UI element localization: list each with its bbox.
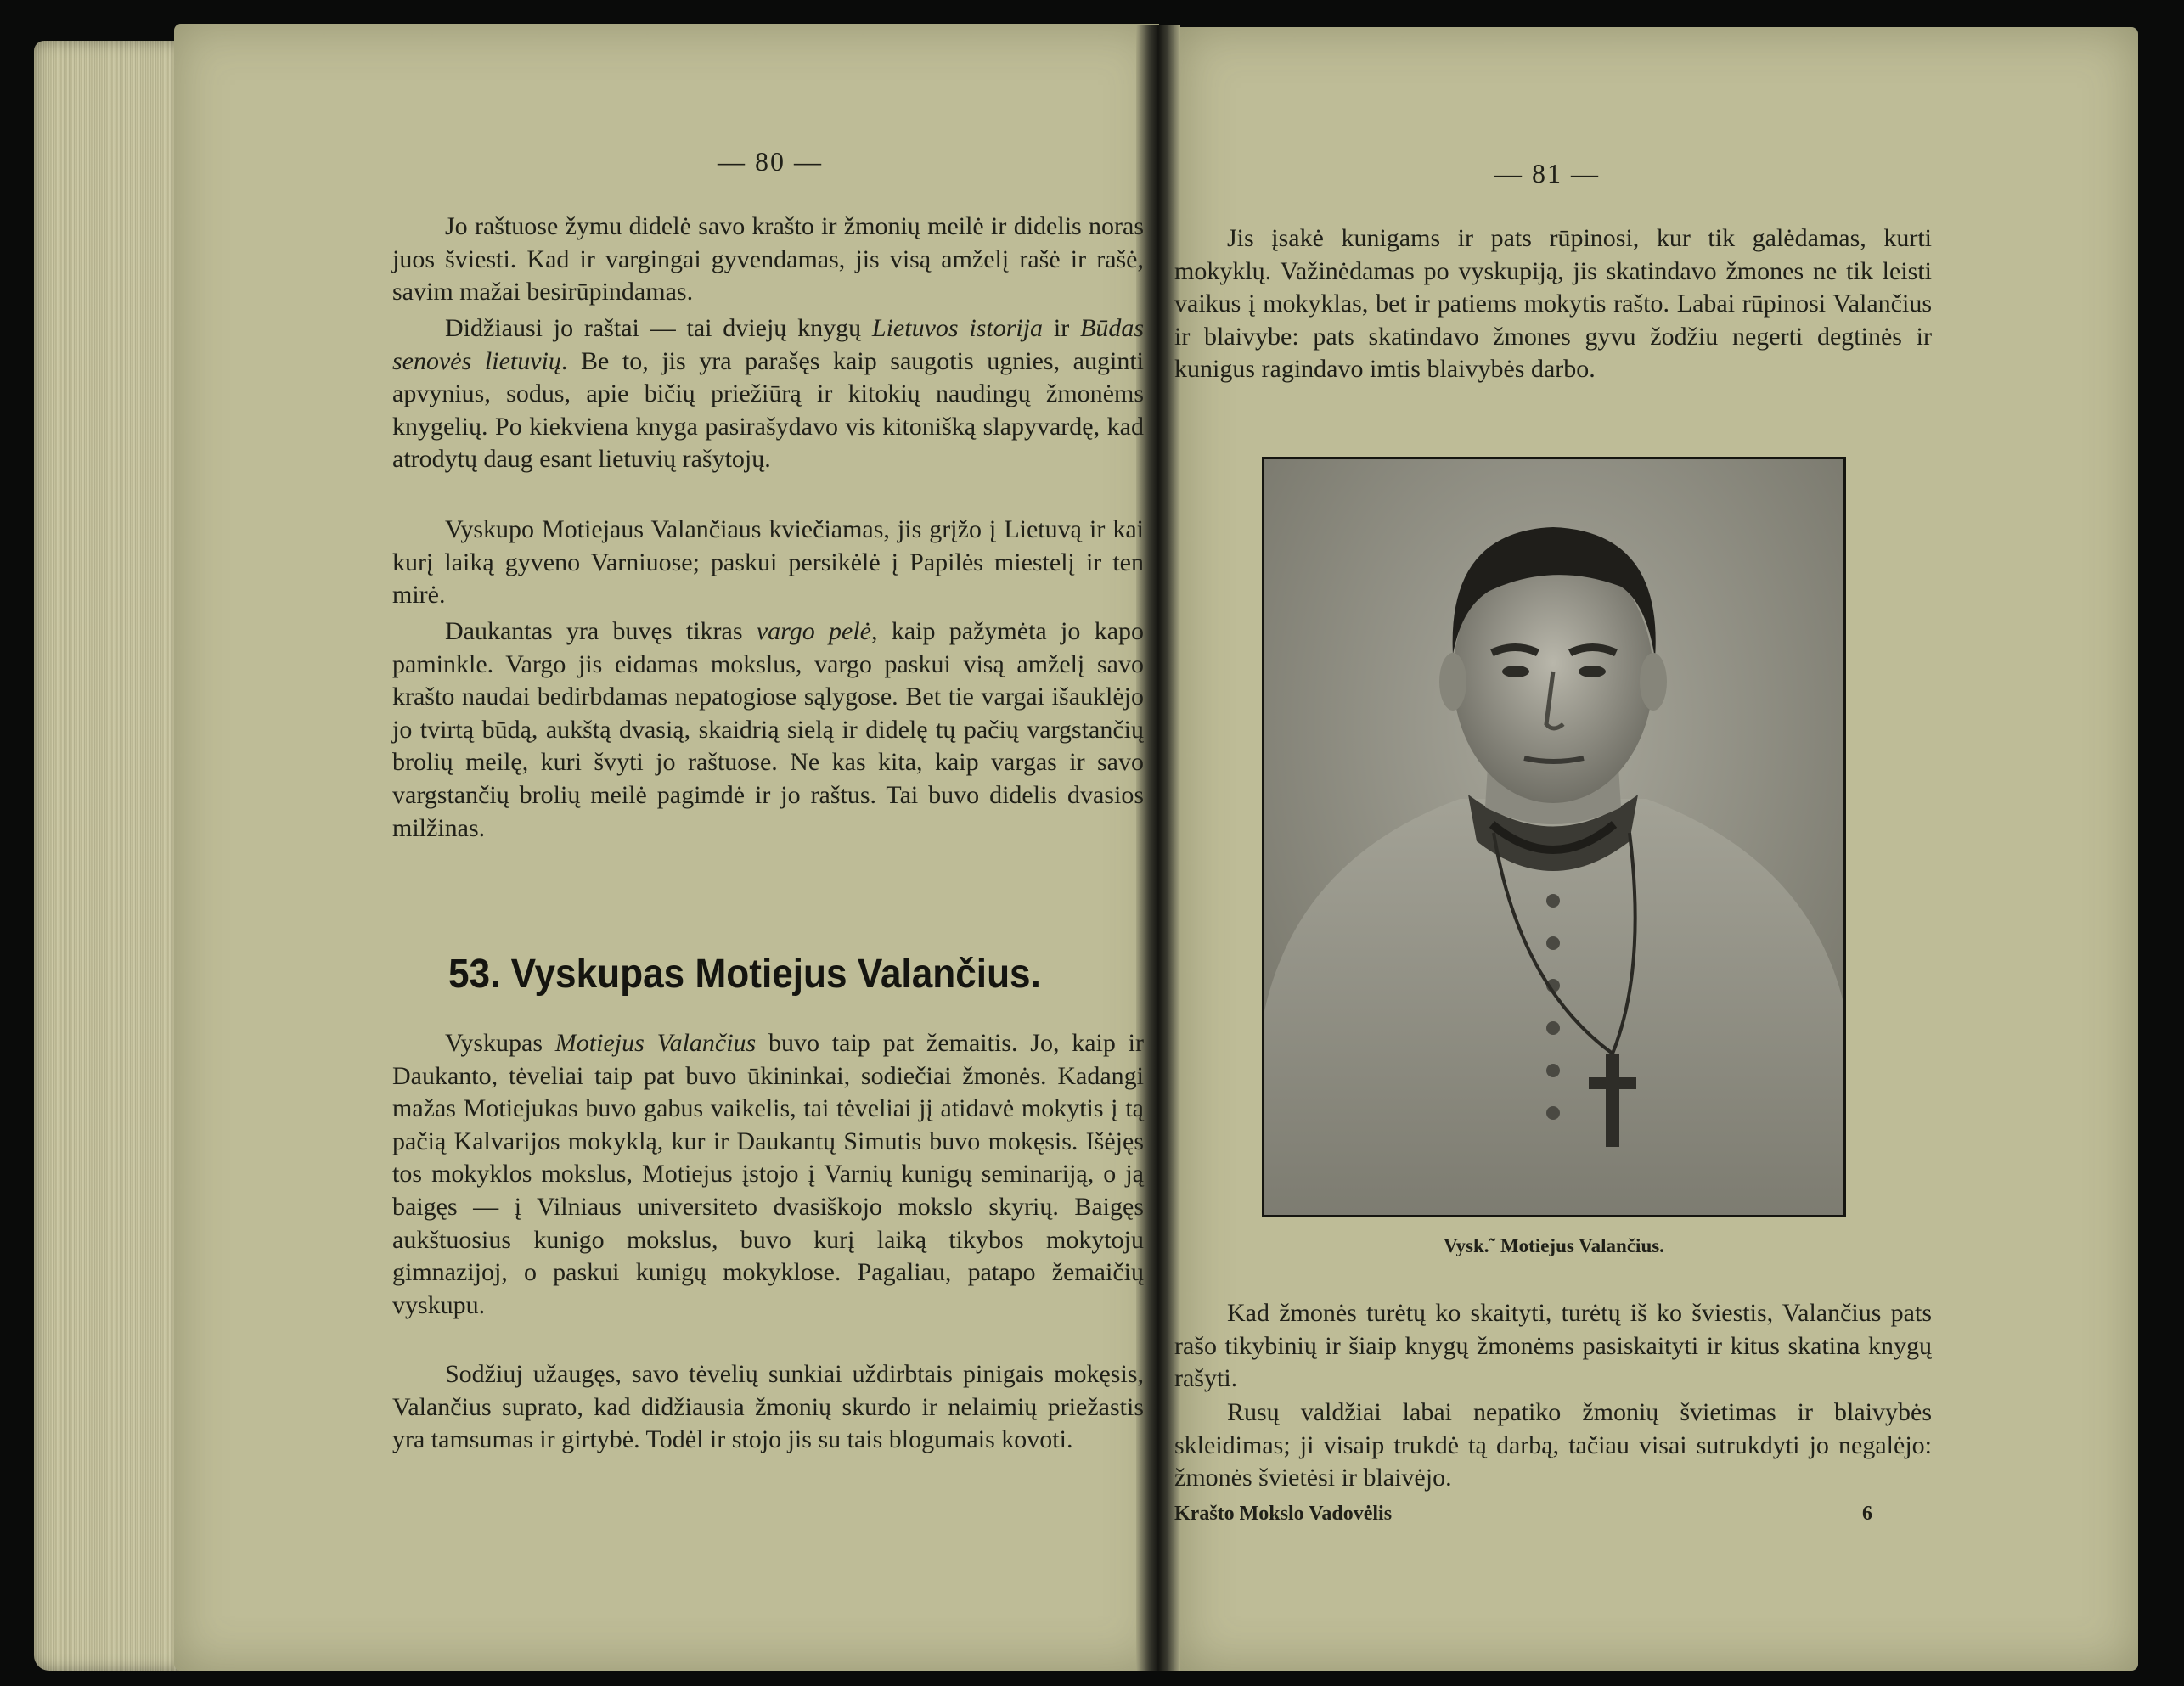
left-paragraph-3: Vyskupo Motiejaus Valančiaus kviečiamas, jis grįžo į Lietuvą ir kai kurį laiką gyveno Varniuose; paskui persikėlė į Papilės miestelį ir ten mirė. (392, 515, 1144, 610)
bishop-portrait (1262, 457, 1846, 1217)
page-footer (1174, 1503, 1872, 1526)
right-paragraph-1: Jis įsakė kunigams ir pats rūpinosi, kur tik galėdamas, kurti mokyklų. Važinėdamas po vyskupiją, jis skatindavo žmones ne tik leisti vaikus į mokyklas, bet ir patiems mokytis rašto. Labai rūpinosi Valančius ir blaivybe: pats skatindavo žmones gyvu žodžiu negerti degtinės ir kunigus ragindavo imtis blaivybės darbo. (1174, 224, 1932, 384)
paragraph-text: Vyskupas (445, 1029, 555, 1057)
paragraph-text: . Be to, jis yra parašęs kaip saugotis ugnies, auginti apvynius, sodus, apie bičių priežiūrą ir kitokių naudingų žmonėms knygelių. Po kiekviena knyga pasirašydavo vis kitonišką slapyvardę, kad atrodytų daug esant lietuvių rašytojų. (392, 346, 1144, 474)
left-paragraph-1: Jo raštuose žymu didelė savo krašto ir žmonių meilė ir didelis noras juos šviesti. Kad ir vargingai gyvendamas, jis visą amželį rašė ir rašė, savim mažai besirūpindamas. (392, 212, 1144, 306)
left-paragraph-6: Sodžiuj užaugęs, savo tėvelių sunkiai uždirbtais pinigais mokęsis, Valančius suprato, kad didžiausia žmonių skurdo ir nelaimių priežastis yra tamsumas ir girtybė. Todėl ir stojo jis su tais blogumais kovoti. (392, 1360, 1144, 1454)
paragraph-text: , kaip pažymėta jo kapo paminkle. Vargo jis eidamas mokslus, vargo paskui visą amželį savo krašto naudai bedirbdamas nepatogiose sąlygose. Bet tie vargai išauklėjo jo tvirtą būdą, aukštą dvasią, skaidrią sielą ir didelę tų pačių vargstančių brolių meilę, kuri švyti jo raštuose. Ne kas kita, kaip vargas ir savo vargstančių brolių meilė pagimdė ir jo raštus. Tai buvo didelis dvasios milžinas. (392, 617, 1145, 842)
left-paragraph-2 (392, 312, 1144, 476)
portrait-illustration (1264, 459, 1843, 1215)
emphasized-name: Motiejus Valančius (554, 1029, 757, 1057)
portrait-caption: Vysk.˜ Motiejus Valančius. (1444, 1235, 1664, 1256)
left-paragraph-5 (392, 1027, 1144, 1322)
paragraph-text: buvo taip pat žemaitis. Jo, kaip ir Daukanto, tėveliai taip pat buvo ūkininkai, sodiečiai žmonės. Kadangi mažas Motiejukas buvo gabus vaikelis, tai tėveliai jį atidavė mokytis į tą pačią Kalvarijos mokyklą, kur ir Daukantų Simutis buvo mokęsis. Išėjęs tos mokyklos mokslus, Motiejus įstojo į Varnių kunigų seminariją, o ją baigęs — į Vilniaus universiteto dvasiškojo mokslo skyrių. Baigęs aukštuosius kunigo mokslus, buvo kurį laiką tikybos mokytoju gimnazijoj, o paskui kunigų mokyklose. Pagaliau, patapo žemaičių vyskupu. (392, 1029, 1144, 1319)
emphasized-phrase: vargo pelė (756, 617, 872, 645)
right-paragraph-3: Rusų valdžiai labai nepatiko žmonių švietimas ir blaivybės skleidimas; ji visaip trukdė tą darbą, tačiau visai sutrukdyti jo negalėjo: žmonės švietėsi ir blaivėjo. (1174, 1398, 1932, 1492)
page-edges (34, 41, 187, 1671)
footer-book-title: Krašto Mokslo Vadovėlis (1174, 1503, 1393, 1525)
paragraph-text: Daukantas yra buvęs tikras (445, 617, 757, 645)
paragraph-text: Didžiausi jo raštai — tai dviejų knygų (445, 314, 872, 342)
right-page-number: — 81 — (1494, 158, 1600, 188)
right-paragraph-2: Kad žmonės turėtų ko skaityti, turėtų iš ko šviestis, Valančius pats rašo tikybinių ir šiaip knygų žmonėms pasiskaityti ir kitus skatina knygų rašyti. (1174, 1299, 1932, 1393)
section-heading: 53. Vyskupas Motiejus Valančius. (448, 952, 1041, 997)
paragraph-text: ir (1043, 314, 1081, 342)
book-title-lietuvos-istorija: Lietuvos istorija (871, 314, 1044, 342)
book-title-budas-senoves-lietuviu: Būdas senovės lietuvių (392, 314, 1145, 375)
footer-signature-number: 6 (1862, 1503, 1872, 1525)
left-paragraph-4 (392, 615, 1144, 845)
left-page-number: — 80 — (718, 146, 823, 177)
